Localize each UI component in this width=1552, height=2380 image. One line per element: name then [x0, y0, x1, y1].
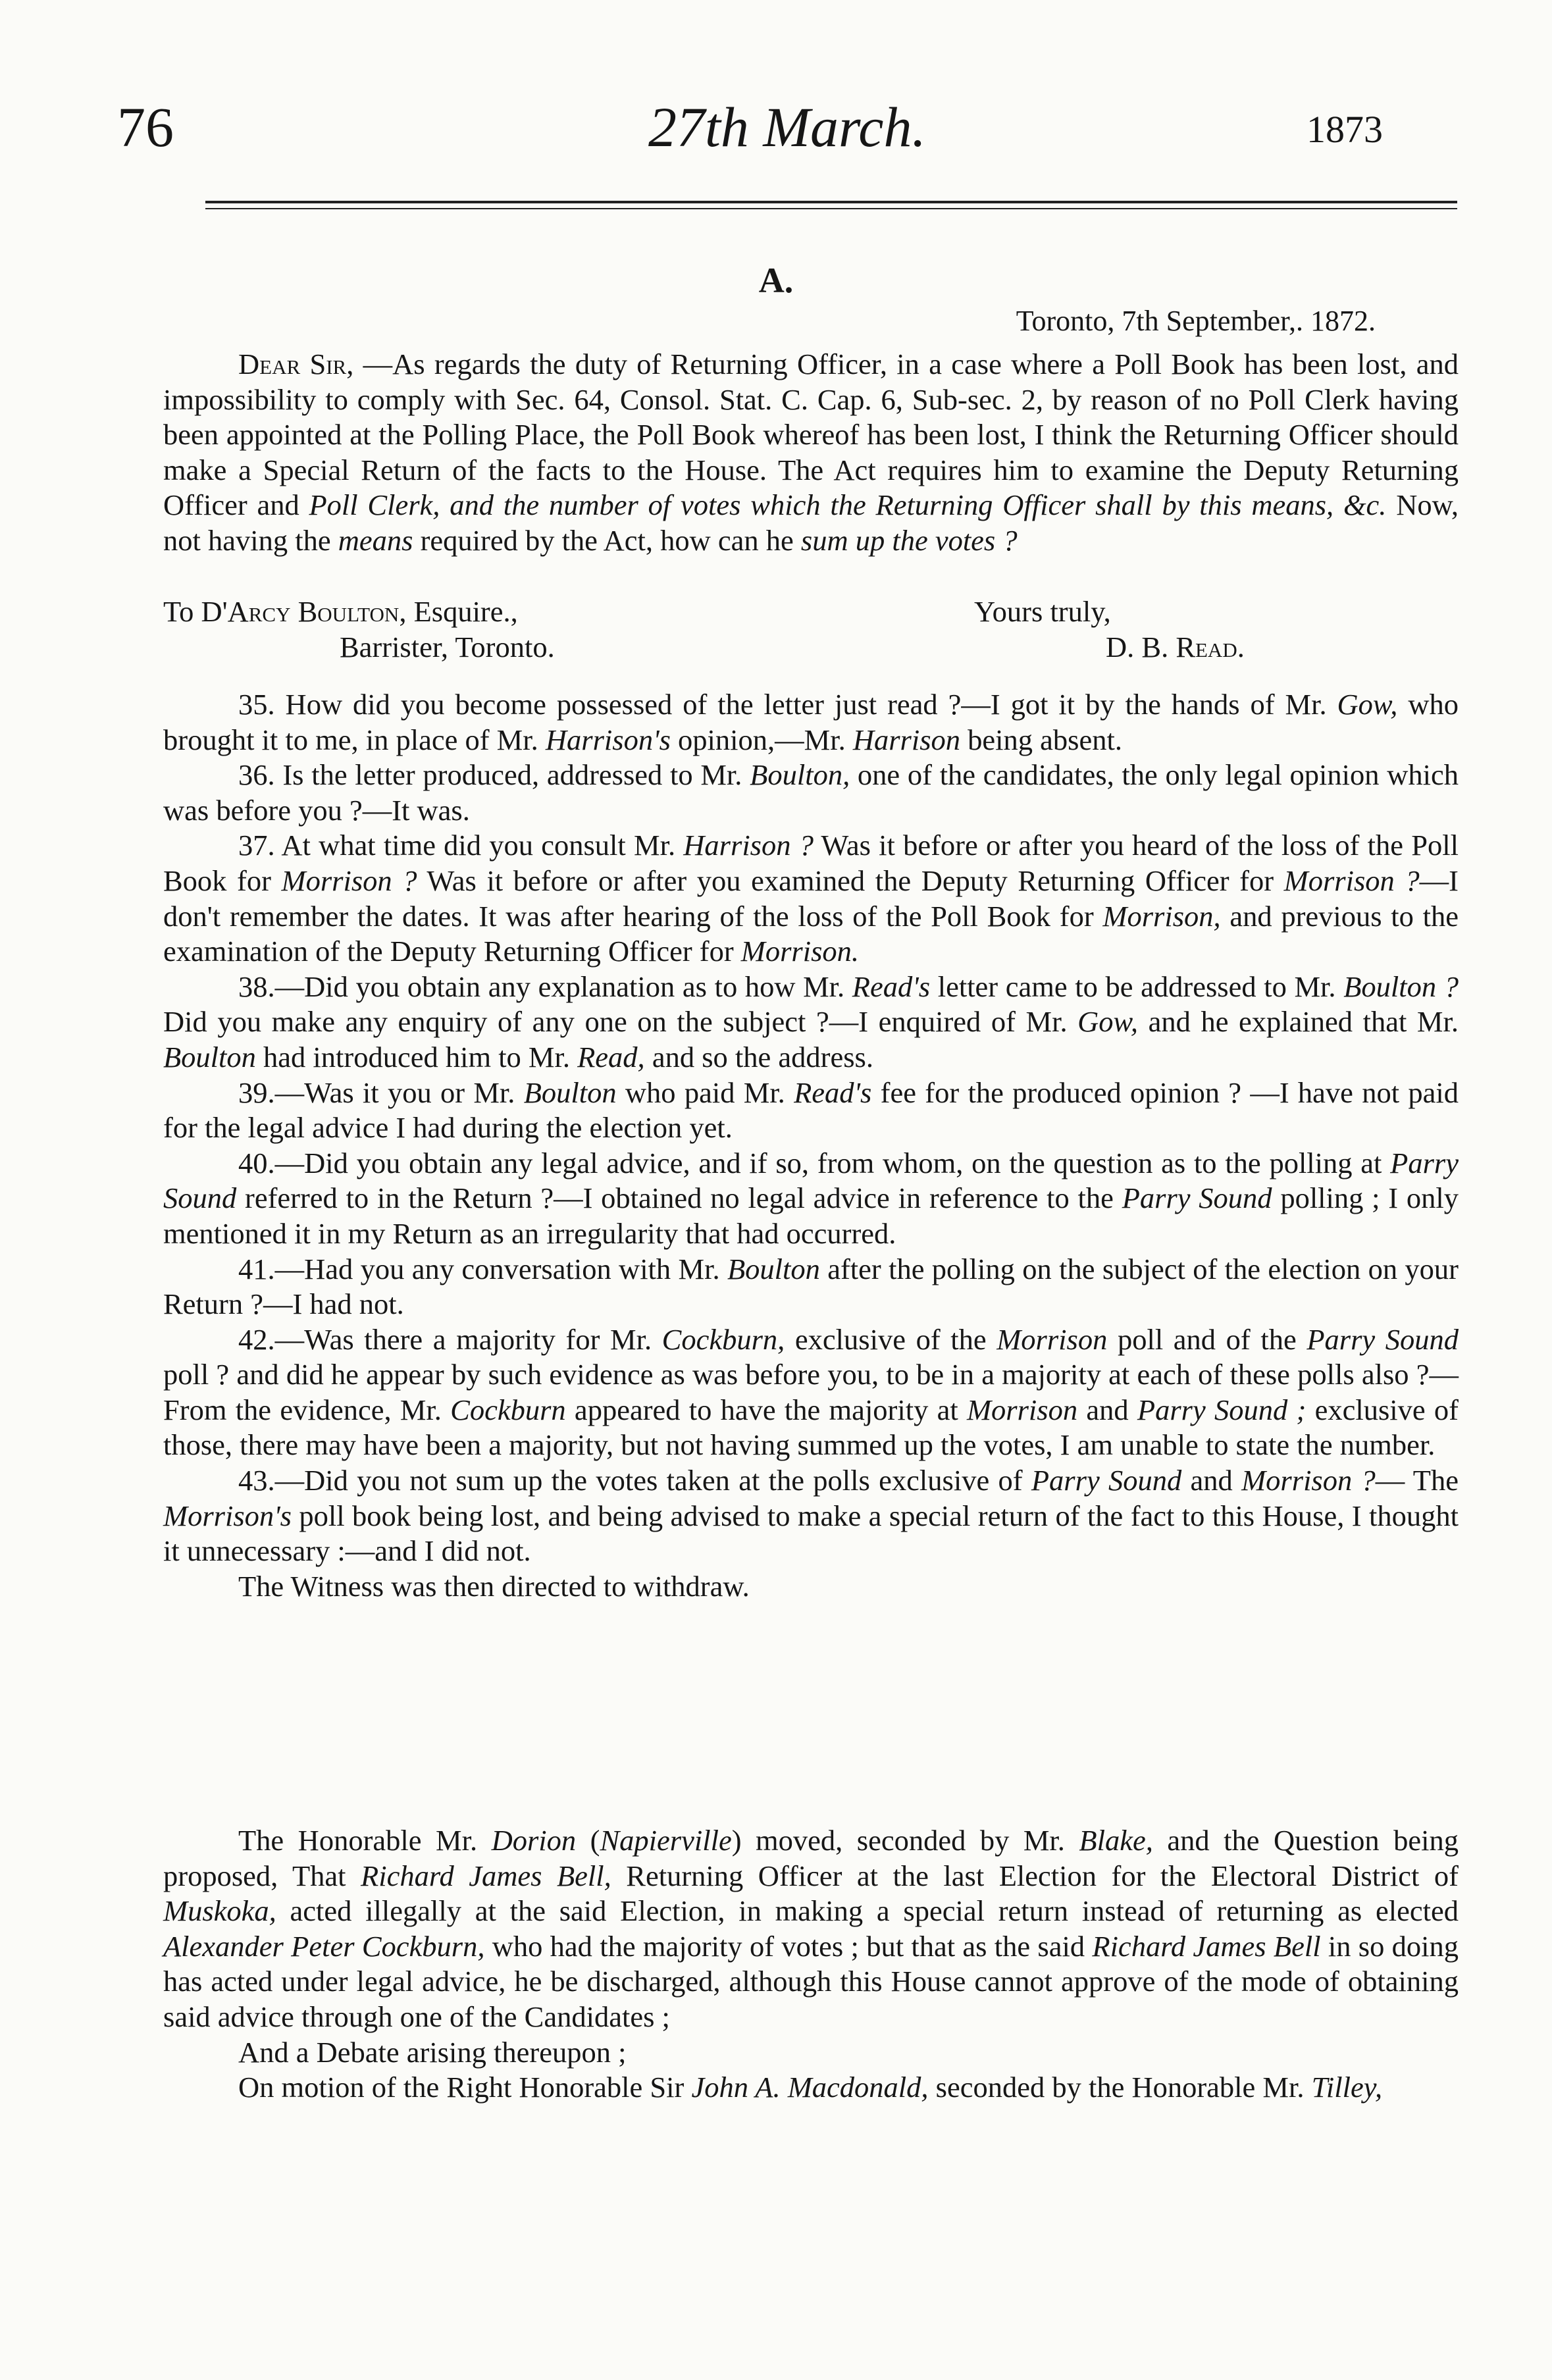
letter-text: required by the Act, how can he: [413, 523, 801, 557]
t: who paid Mr.: [616, 1075, 794, 1109]
question-38: [163, 970, 1459, 1075]
t: seconded by the Honorable Mr.: [928, 2071, 1312, 2104]
t: 36. Is the letter produced, addressed to Mr.: [238, 758, 750, 792]
t-i: Alexander Peter Cockburn,: [163, 1929, 485, 1963]
t: being absent.: [960, 723, 1122, 756]
debate-line: And a Debate arising thereupon ;: [238, 2035, 627, 2069]
t-i: Harrison ?: [683, 829, 814, 862]
letter-body: [163, 347, 1459, 559]
t-i: John A. Macdonald,: [691, 2071, 929, 2104]
t: and so the address.: [644, 1040, 873, 1074]
t: 37. At what time did you consult Mr.: [238, 829, 684, 862]
addressee-name: Arcy Boulton: [227, 595, 400, 628]
t: and the Question being proposed, That: [163, 1824, 1459, 1892]
t: and: [1181, 1464, 1242, 1497]
t-i: Boulton: [523, 1075, 617, 1109]
t-i: Boulton ?: [1343, 970, 1459, 1003]
motion-paragraph: [163, 1823, 1459, 2035]
question-40: [163, 1146, 1459, 1252]
letter-text: Now, not having the: [163, 488, 1459, 557]
t-i: Morrison ?: [1283, 864, 1420, 897]
t: 42.—Was there a majority for Mr.: [238, 1322, 662, 1356]
t: and previous to the examination of the Deputy Returning Officer for: [163, 899, 1459, 968]
question-35: [163, 687, 1459, 758]
letter-place-date: [1016, 304, 1376, 338]
t-i: Morrison's: [163, 1499, 292, 1532]
t: letter came to be addressed to Mr.: [930, 970, 1344, 1003]
header-rule-thick: [205, 201, 1457, 203]
t: ) moved, seconded by Mr.: [731, 1824, 1079, 1857]
letter-text: —As regards the duty of Returning Officer, in a case where a Poll Book has been lost, and impossibility to comply with Sec. 64, Consol. Stat. C. Cap. 6, Sub-sec. 2, by reason of no Poll Clerk having been appointed at the Polling Place, the Poll Book whereof has been lost, I think the Returning Officer should make a Special Return of the facts to the House. The Act requires him to examine the Deputy Returning Officer and: [163, 348, 1459, 522]
t-i: Boulton,: [750, 758, 850, 792]
t-i: Harrison: [852, 723, 961, 756]
t-i: Harrison's: [545, 723, 671, 756]
t: and: [1077, 1393, 1137, 1426]
t-i: Read's: [852, 970, 931, 1003]
letter-text-italic: Poll Clerk, and the number of votes which the Returning Officer shall by this means, &c.: [309, 488, 1387, 522]
t-i: Morrison ?: [281, 864, 417, 897]
t-i: Morrison.: [740, 935, 860, 968]
letter-signoff: [163, 594, 1459, 667]
letter-text-italic: means: [338, 523, 413, 557]
t-i: Cockburn,: [661, 1322, 785, 1356]
appendix-letter-mark: A.: [758, 261, 794, 300]
t-i: Gow,: [1077, 1005, 1139, 1039]
letter-paragraph: [163, 347, 1459, 559]
question-43: [163, 1463, 1459, 1569]
t-i: Napierville: [600, 1824, 732, 1857]
t: in so doing has acted under legal advice, he be discharged, although this House cannot approve of the mode of obtaining said advice through one of the Candidates ;: [163, 1929, 1459, 2033]
t-i: Cockburn: [450, 1393, 566, 1426]
t: opinion,—Mr.: [670, 723, 853, 756]
page-year: 1873: [1306, 108, 1383, 151]
t-i: Parry Sound: [1031, 1464, 1182, 1497]
t-i: Richard James Bell: [1092, 1929, 1321, 1963]
t-i: Read,: [577, 1040, 645, 1074]
t: The Honorable Mr.: [238, 1824, 492, 1857]
addressee-title: Barrister, Toronto.: [340, 631, 555, 663]
t: poll book being lost, and being advised to make a special return of the fact to this House, I thought it unnecessary :—and I did not.: [163, 1499, 1459, 1568]
t-i: Parry Sound ;: [1137, 1393, 1306, 1426]
t-i: Dorion: [491, 1824, 577, 1857]
t-i: Muskoka,: [163, 1894, 276, 1928]
t: Returning Officer at the last Election for the Electoral District of: [611, 1859, 1459, 1892]
letter-text-italic: sum up the votes ?: [800, 523, 1018, 557]
t: Did you make any enquiry of any one on the subject ?—I enquired of Mr.: [163, 1005, 1078, 1039]
t: acted illegally at the said Election, in making a special return instead of returning as elected: [276, 1894, 1459, 1928]
question-42: [163, 1322, 1459, 1463]
t-i: Morrison ?: [1241, 1464, 1376, 1497]
t-i: Read's: [794, 1075, 872, 1109]
t: who had the majority of votes ; but that as the said: [484, 1929, 1093, 1963]
t-i: Parry Sound: [163, 1146, 1459, 1215]
question-39: [163, 1075, 1459, 1146]
t-i: Morrison: [996, 1322, 1108, 1356]
t: 35. How did you become possessed of the letter just read ?—I got it by the hands of Mr.: [238, 688, 1337, 721]
t-i: Tilley,: [1311, 2071, 1383, 2104]
question-36: [163, 758, 1459, 828]
t: poll ? and did he appear by such evidence as was before you, to be in a majority at each of these polls also ?— From the evidence, Mr.: [163, 1358, 1459, 1426]
t: polling ; I only mentioned it in my Return as an irregularity that had occurred.: [163, 1181, 1459, 1250]
letter-closing: Yours truly,: [974, 595, 1111, 628]
t: —I don't remember the dates. It was after hearing of the loss of the Poll Book for: [163, 864, 1459, 933]
t: On motion of the Right Honorable Sir: [238, 2071, 692, 2104]
page-date-header: 27th March.: [648, 95, 926, 159]
addressee-suffix: , Esquire.,: [399, 595, 518, 628]
t-i: Boulton: [727, 1252, 820, 1285]
t: exclusive of those, there may have been a majority, but not having summed up the votes, I am unable to state the number.: [163, 1393, 1459, 1462]
t-i: Boulton: [163, 1040, 256, 1074]
t: 41.—Had you any conversation with Mr.: [238, 1252, 727, 1285]
t-i: Blake,: [1079, 1824, 1153, 1857]
letter-addressee: [163, 594, 518, 630]
witness-withdraw: The Witness was then directed to withdraw.: [238, 1569, 750, 1603]
t: fee for the produced opinion ? —I have not paid for the legal advice I had during the election yet.: [163, 1075, 1459, 1145]
t-i: Morrison: [966, 1393, 1078, 1426]
testimony-section: [163, 687, 1459, 1604]
salutation: Dear Sir,: [238, 348, 354, 380]
question-41: [163, 1252, 1459, 1322]
page-number: 76: [117, 95, 174, 159]
letter-place-date-text: Toronto, 7th September,. 1872.: [1016, 305, 1376, 337]
t: — The: [1375, 1464, 1459, 1497]
t-i: Gow,: [1337, 688, 1398, 721]
t: 40.—Did you obtain any legal advice, and if so, from whom, on the question as to the polling at: [238, 1146, 1391, 1179]
addressee-prefix: To D': [163, 595, 228, 628]
letter-signer: D. B. Read.: [1106, 631, 1245, 663]
t: had introduced him to Mr.: [255, 1040, 578, 1074]
header-rule-thin: [205, 208, 1457, 209]
t: 43.—Did you not sum up the votes taken at the polls exclusive of: [238, 1464, 1031, 1497]
question-37: [163, 828, 1459, 969]
t: appeared to have the majority at: [565, 1393, 967, 1426]
t: poll and of the: [1107, 1322, 1307, 1356]
t: and he explained that Mr.: [1138, 1005, 1459, 1039]
t: 38.—Did you obtain any explanation as to how Mr.: [238, 970, 852, 1003]
t: who brought it to me, in place of Mr.: [163, 688, 1459, 756]
t-i: Parry Sound: [1122, 1181, 1272, 1215]
t: Was it before or after you examined the Deputy Returning Officer for: [417, 864, 1284, 897]
t-i: Richard James Bell,: [361, 1859, 611, 1892]
t: exclusive of the: [785, 1322, 997, 1356]
motion-line: [163, 2070, 1459, 2106]
t: referred to in the Return ?—I obtained no legal advice in reference to the: [236, 1181, 1122, 1215]
t: Was it before or after you heard of the loss of the Poll Book for: [163, 829, 1459, 897]
t: (: [576, 1824, 600, 1857]
t: after the polling on the subject of the election on your Return ?—I had not.: [163, 1252, 1459, 1321]
t-i: Morrison,: [1102, 899, 1221, 933]
t-i: Parry Sound: [1306, 1322, 1459, 1356]
motion-section: [163, 1823, 1459, 2106]
t: 39.—Was it you or Mr.: [238, 1075, 524, 1109]
t: one of the candidates, the only legal opinion which was before you ?—It was.: [163, 758, 1459, 827]
